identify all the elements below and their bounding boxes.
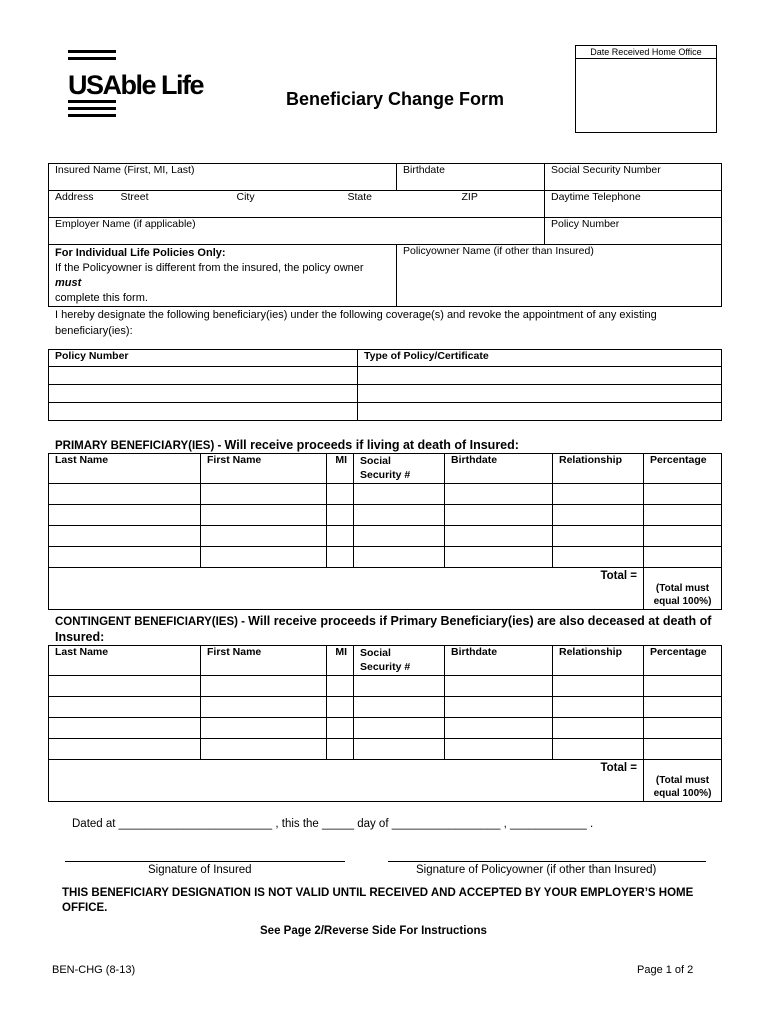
- birthdate-header: Birthdate: [445, 454, 553, 484]
- relationship-header: Relationship: [553, 454, 644, 484]
- policy-type-header: Type of Policy/Certificate: [358, 350, 722, 367]
- percentage-header: Percentage: [644, 454, 722, 484]
- address-field[interactable]: Address Street City State ZIP: [49, 191, 545, 218]
- page-number: Page 1 of 2: [637, 964, 694, 976]
- first-name-header: First Name: [201, 454, 327, 484]
- contingent-beneficiary-table: [48, 645, 722, 802]
- policy-row: [49, 385, 722, 403]
- insured-info-table: [48, 163, 722, 307]
- birthdate-header: Birthdate: [445, 646, 553, 676]
- primary-beneficiary-title: PRIMARY BENEFICIARY(IES) - Will receive proceeds if living at death of Insured:: [55, 438, 519, 452]
- insured-signature-line[interactable]: [65, 861, 345, 862]
- policyowner-name-field[interactable]: Policyowner Name (if other than Insured): [397, 245, 722, 307]
- see-page-instructions: See Page 2/Reverse Side For Instructions: [260, 925, 487, 937]
- total-field[interactable]: (Total must equal 100%): [644, 568, 722, 610]
- form-title: Beneficiary Change Form: [286, 89, 505, 109]
- percentage-header: Percentage: [644, 646, 722, 676]
- total-field[interactable]: (Total must equal 100%): [644, 760, 722, 802]
- date-received-box: [575, 45, 717, 133]
- table-row: [49, 676, 722, 697]
- individual-policies-note: For Individual Life Policies Only: If the Policyowner is different from the insured, the policy owner must complete this form.: [49, 245, 397, 307]
- mi-header: MI: [327, 646, 354, 676]
- relationship-header: Relationship: [553, 646, 644, 676]
- policy-number-header: Policy Number: [49, 350, 358, 367]
- policy-row: [49, 367, 722, 385]
- policy-table: [48, 349, 722, 421]
- dated-at-line[interactable]: Dated at ________________________ , this the _____ day of _________________ , ____________ .: [72, 818, 594, 830]
- ssn-header: Social Security #: [354, 646, 445, 676]
- ssn-field[interactable]: Social Security Number: [545, 164, 722, 191]
- insured-signature-label: Signature of Insured: [148, 864, 252, 876]
- table-row: [49, 697, 722, 718]
- table-row: [49, 484, 722, 505]
- date-received-label: Date Received Home Office: [576, 46, 716, 59]
- table-row: [49, 526, 722, 547]
- primary-beneficiary-table: [48, 453, 722, 610]
- logo-text: USAble Life: [68, 70, 204, 100]
- contingent-beneficiary-title: CONTINGENT BENEFICIARY(IES) - Will receive proceeds if Primary Beneficiary(ies) are also deceased at death of Insured:: [55, 614, 712, 644]
- policy-number-field[interactable]: Policy Number: [545, 218, 722, 245]
- designation-text: I hereby designate the following beneficiary(ies) under the following coverage(s) and revoke the appointment of any existing beneficiary(ies):: [55, 309, 657, 337]
- last-name-header: Last Name: [49, 646, 201, 676]
- daytime-phone-field[interactable]: Daytime Telephone: [545, 191, 722, 218]
- policyowner-signature-label: Signature of Policyowner (if other than Insured): [416, 864, 657, 876]
- validity-notice: THIS BENEFICIARY DESIGNATION IS NOT VALID UNTIL RECEIVED AND ACCEPTED BY YOUR EMPLOYER’S HOME OFFICE.: [62, 887, 694, 914]
- employer-field[interactable]: Employer Name (if applicable): [49, 218, 545, 245]
- policyowner-signature-line[interactable]: [388, 861, 706, 862]
- table-row: [49, 718, 722, 739]
- mi-header: MI: [327, 454, 354, 484]
- table-row: [49, 547, 722, 568]
- birthdate-field[interactable]: Birthdate: [397, 164, 545, 191]
- insured-name-field[interactable]: Insured Name (First, MI, Last): [49, 164, 397, 191]
- last-name-header: Last Name: [49, 454, 201, 484]
- form-code: BEN-CHG (8-13): [52, 964, 136, 976]
- first-name-header: First Name: [201, 646, 327, 676]
- total-label: Total =: [49, 568, 644, 610]
- ssn-header: Social Security #: [354, 454, 445, 484]
- policy-row: [49, 403, 722, 421]
- total-label: Total =: [49, 760, 644, 802]
- table-row: [49, 505, 722, 526]
- table-row: [49, 739, 722, 760]
